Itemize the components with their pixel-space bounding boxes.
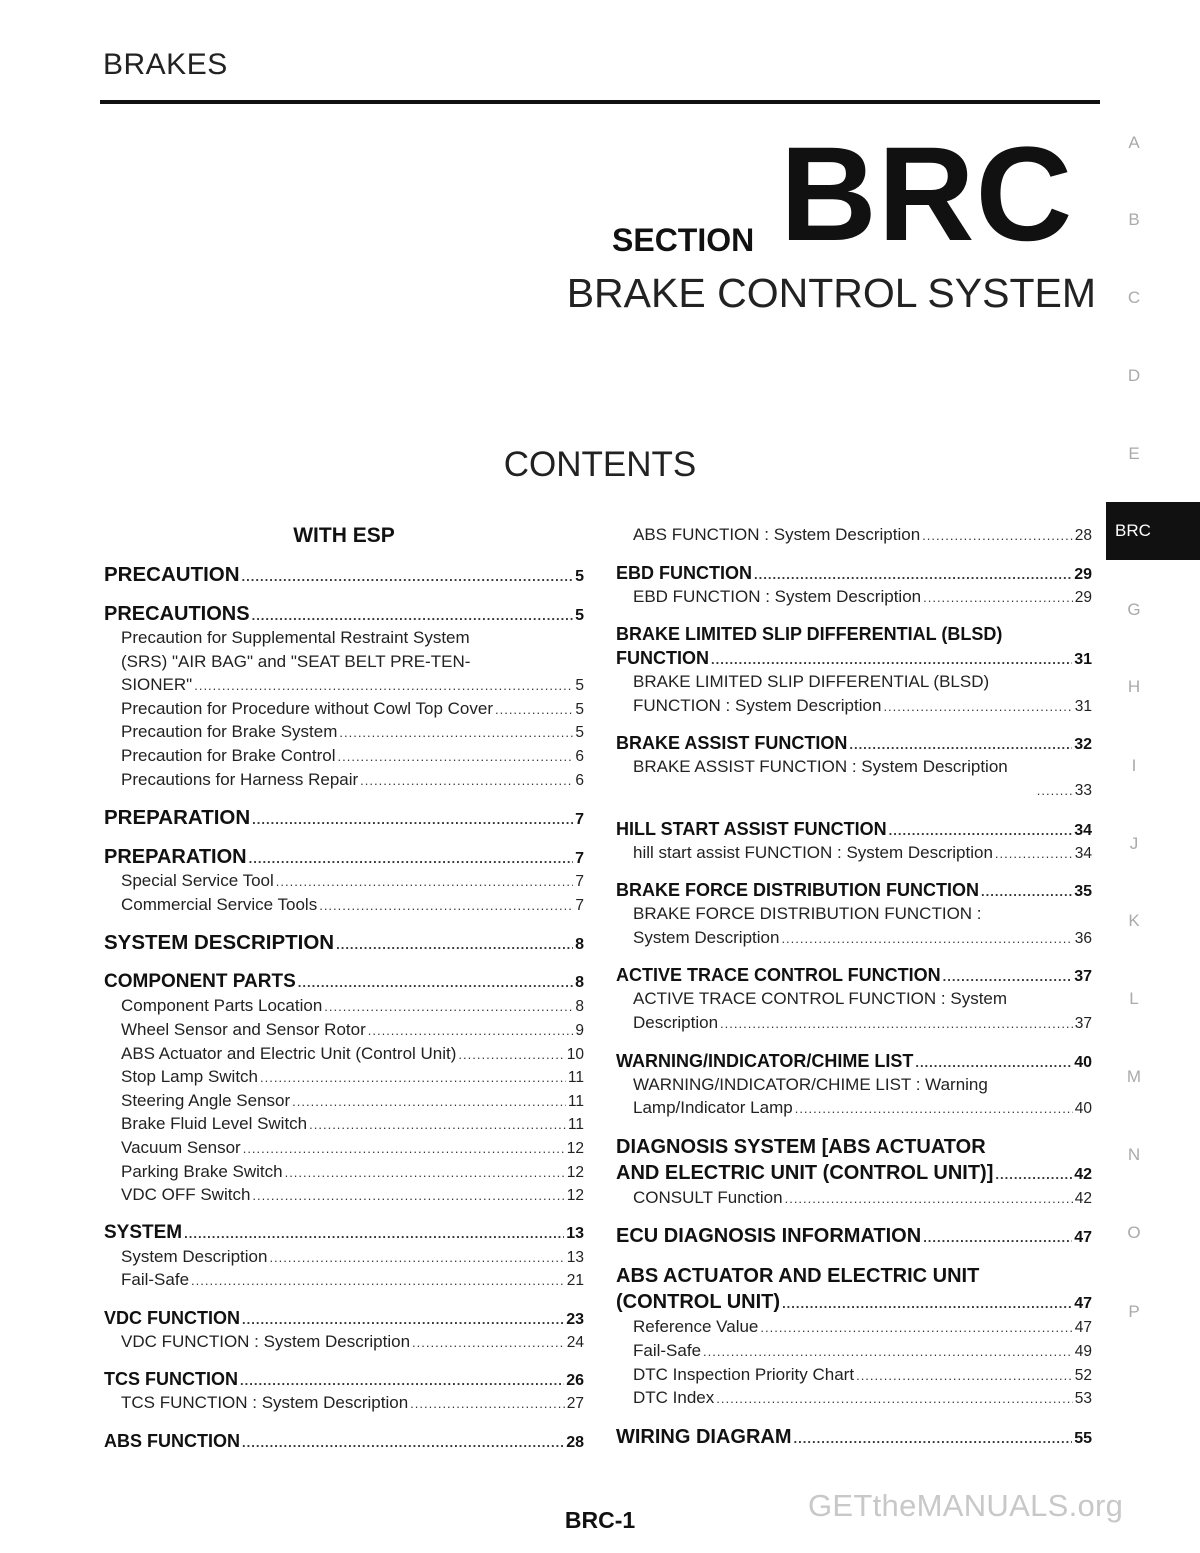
side-tab-brc-active[interactable]: BRC <box>1106 502 1200 560</box>
side-tab-i[interactable]: I <box>1131 756 1137 775</box>
toc-entry-srs-line2[interactable]: (SRS) "AIR BAG" and "SEAT BELT PRE-TEN- <box>121 651 471 671</box>
toc-entry[interactable]: DTC Inspection Priority Chart ..... 52 <box>616 1363 1092 1387</box>
toc-entry-ecu-diagnosis[interactable]: ECU DIAGNOSIS INFORMATION ..... 47 <box>616 1223 1092 1249</box>
toc-entry-tcs-function[interactable]: TCS FUNCTION ..... 26 <box>104 1367 584 1391</box>
toc-left-column <box>104 520 584 1453</box>
toc-entry[interactable]: DTC Index ..... 53 <box>616 1386 1092 1410</box>
toc-entry[interactable]: EBD FUNCTION : System Description ..... 29 <box>616 585 1092 609</box>
toc-entry-blsd-line1[interactable]: BRAKE LIMITED SLIP DIFFERENTIAL (BLSD) <box>616 624 1003 645</box>
side-tab-o[interactable]: O <box>1127 1223 1141 1242</box>
side-tab-b[interactable]: B <box>1128 210 1140 229</box>
toc-entry[interactable]: Vacuum Sensor ..... 12 <box>104 1136 584 1160</box>
section-label: SECTION <box>612 222 755 258</box>
toc-entry-blsd-desc-line1[interactable]: BRAKE LIMITED SLIP DIFFERENTIAL (BLSD) <box>633 672 990 692</box>
side-tab-m[interactable]: M <box>1126 1067 1142 1086</box>
side-tab-h[interactable]: H <box>1127 677 1141 696</box>
toc-entry[interactable]: Component Parts Location ..... 8 <box>104 994 584 1018</box>
toc-entry[interactable]: Precaution for Brake Control ..... 6 <box>104 744 584 768</box>
toc-entry-active-trace-desc-line1[interactable]: ACTIVE TRACE CONTROL FUNCTION : System <box>633 989 1008 1009</box>
toc-entry[interactable]: ABS Actuator and Electric Unit (Control Unit) ..... 10 <box>104 1042 584 1066</box>
toc-entry-diagnosis-line1[interactable]: DIAGNOSIS SYSTEM [ABS ACTUATOR <box>616 1135 986 1158</box>
toc-entry-preparation[interactable]: PREPARATION ..... 7 <box>104 845 584 869</box>
side-tab-e[interactable]: E <box>1128 444 1140 463</box>
toc-entry-brake-assist-desc-line1[interactable]: BRAKE ASSIST FUNCTION : System Description <box>633 757 1008 777</box>
toc-entry[interactable]: VDC OFF Switch ..... 12 <box>104 1183 584 1207</box>
toc-entry[interactable]: TCS FUNCTION : System Description ..... 27 <box>104 1391 584 1415</box>
toc-entry-brake-force-desc-line2[interactable]: System Description ..... 36 <box>616 926 1092 950</box>
side-tab-k[interactable]: K <box>1128 911 1140 930</box>
toc-entry-vdc-function[interactable]: VDC FUNCTION ..... 23 <box>104 1306 584 1330</box>
toc-entry-brake-assist-desc-page[interactable]: ..... 33 <box>616 779 1092 803</box>
contents-heading: CONTENTS <box>503 445 697 484</box>
side-tab-p[interactable]: P <box>1128 1302 1140 1321</box>
section-title: BRAKE CONTROL SYSTEM <box>566 270 1096 316</box>
toc-entry-abs-function[interactable]: ABS FUNCTION ..... 28 <box>104 1429 584 1453</box>
side-tab-l[interactable]: L <box>1129 989 1139 1008</box>
toc-entry[interactable]: hill start assist FUNCTION : System Description ..... 34 <box>616 841 1092 865</box>
toc-entry[interactable]: Precaution for Brake System ..... 5 <box>104 720 584 744</box>
toc-entry[interactable]: Fail-Safe ..... 21 <box>104 1268 584 1292</box>
toc-entry-blsd-desc-line2[interactable]: FUNCTION : System Description ..... 31 <box>616 694 1092 718</box>
toc-entry-warning-desc-line1[interactable]: WARNING/INDICATOR/CHIME LIST : Warning <box>633 1074 988 1094</box>
toc-entry[interactable]: System Description ..... 13 <box>104 1245 584 1269</box>
toc-entry-hill-start[interactable]: HILL START ASSIST FUNCTION ..... 34 <box>616 817 1092 841</box>
toc-entry[interactable]: Steering Angle Sensor ..... 11 <box>104 1089 584 1113</box>
side-tab-g[interactable]: G <box>1127 600 1141 619</box>
header-title: BRAKES <box>103 48 228 81</box>
toc-entry[interactable]: Wheel Sensor and Sensor Rotor ..... 9 <box>104 1018 584 1042</box>
toc-entry[interactable]: Parking Brake Switch ..... 12 <box>104 1160 584 1184</box>
side-tab-n[interactable]: N <box>1127 1145 1141 1164</box>
toc-entry-system-description[interactable]: SYSTEM DESCRIPTION ..... 8 <box>104 930 584 956</box>
toc-entry-brake-force-desc-line1[interactable]: BRAKE FORCE DISTRIBUTION FUNCTION : <box>633 904 982 924</box>
toc-entry[interactable]: VDC FUNCTION : System Description ..... 24 <box>104 1330 584 1354</box>
toc-entry-brake-assist[interactable]: BRAKE ASSIST FUNCTION ..... 32 <box>616 731 1092 755</box>
toc-entry-precautions[interactable]: PRECAUTIONS ..... 5 <box>104 602 584 626</box>
toc-entry-blsd-line2[interactable]: FUNCTION ..... 31 <box>616 646 1092 670</box>
toc-entry[interactable]: Precautions for Harness Repair ..... 6 <box>104 768 584 792</box>
toc-entry-wiring-diagram[interactable]: WIRING DIAGRAM ..... 55 <box>616 1424 1092 1450</box>
toc-entry-srs-line3[interactable]: SIONER" ..... 5 <box>104 673 584 697</box>
toc-entry[interactable]: Special Service Tool ..... 7 <box>104 869 584 893</box>
toc-right-column <box>616 520 1092 1450</box>
toc-entry-srs-line1[interactable]: Precaution for Supplemental Restraint System <box>121 628 470 647</box>
toc-entry[interactable]: Stop Lamp Switch ..... 11 <box>104 1065 584 1089</box>
toc-entry-preparation-section[interactable]: PREPARATION ..... 7 <box>104 805 584 831</box>
watermark: GETtheMANUALS.org <box>808 1488 1124 1523</box>
toc-entry[interactable]: CONSULT Function ..... 42 <box>616 1186 1092 1210</box>
toc-entry-ebd-function[interactable]: EBD FUNCTION ..... 29 <box>616 561 1092 585</box>
page-number: BRC-1 <box>564 1507 636 1533</box>
toc-entry-diagnosis-line2[interactable]: AND ELECTRIC UNIT (CONTROL UNIT)] ..... 42 <box>616 1160 1092 1186</box>
toc-entry-active-trace-desc-line2[interactable]: Description ..... 37 <box>616 1011 1092 1035</box>
toc-entry-warning-list[interactable]: WARNING/INDICATOR/CHIME LIST ..... 40 <box>616 1049 1092 1073</box>
toc-entry[interactable]: Fail-Safe ..... 49 <box>616 1339 1092 1363</box>
toc-entry-component-parts[interactable]: COMPONENT PARTS ..... 8 <box>104 970 584 994</box>
toc-entry[interactable]: Precaution for Procedure without Cowl Top Cover ..... 5 <box>104 697 584 721</box>
toc-entry-system[interactable]: SYSTEM ..... 13 <box>104 1221 584 1245</box>
side-tab-j[interactable]: J <box>1129 834 1139 853</box>
side-tab-a[interactable]: A <box>1128 133 1140 152</box>
toc-entry-abs-actuator-line2[interactable]: (CONTROL UNIT) ..... 47 <box>616 1289 1092 1315</box>
toc-entry-warning-desc-line2[interactable]: Lamp/Indicator Lamp ..... 40 <box>616 1096 1092 1120</box>
toc-entry[interactable]: Commercial Service Tools ..... 7 <box>104 893 584 917</box>
toc-entry-active-trace[interactable]: ACTIVE TRACE CONTROL FUNCTION ..... 37 <box>616 963 1092 987</box>
toc-entry[interactable]: Brake Fluid Level Switch ..... 11 <box>104 1112 584 1136</box>
toc-entry-abs-actuator-line1[interactable]: ABS ACTUATOR AND ELECTRIC UNIT <box>616 1265 980 1288</box>
toc-entry[interactable]: ABS FUNCTION : System Description ..... 28 <box>616 523 1092 547</box>
group-title: WITH ESP <box>293 524 395 547</box>
side-tab-c[interactable]: C <box>1127 288 1141 307</box>
side-tab-d[interactable]: D <box>1127 366 1141 385</box>
toc-entry-brake-force[interactable]: BRAKE FORCE DISTRIBUTION FUNCTION ..... 35 <box>616 878 1092 902</box>
header-rule <box>100 100 1100 104</box>
section-code: BRC <box>780 120 1074 269</box>
toc-entry-precaution[interactable]: PRECAUTION ..... 5 <box>104 562 584 588</box>
toc-entry[interactable]: Reference Value ..... 47 <box>616 1315 1092 1339</box>
